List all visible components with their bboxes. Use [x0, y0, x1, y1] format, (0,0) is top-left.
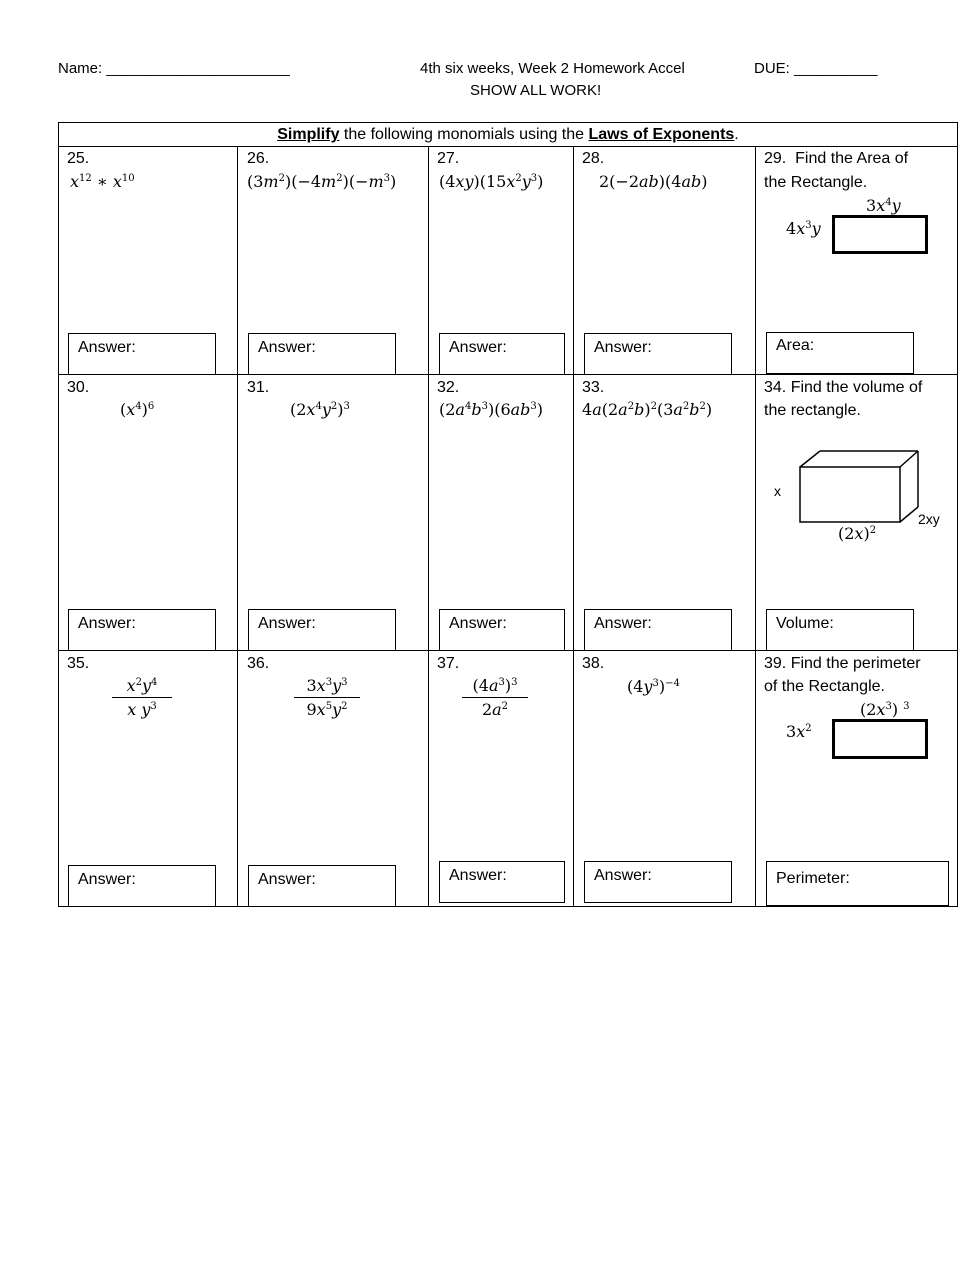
answer-label: Answer:: [594, 339, 652, 356]
problem-35-fraction: [112, 676, 172, 719]
problem-27-expression: $(4xy)(15x^2y^3)$: [439, 172, 544, 191]
problem-39-rectangle: [832, 719, 928, 759]
problem-30-number: 30.: [67, 379, 90, 396]
problem-35-number: 35.: [67, 655, 90, 672]
problem-29-top-label: $3x^4y$: [866, 196, 901, 215]
problem-38-expression: $(4y^3)^{-4}$: [627, 677, 680, 696]
problem-27-number: 27.: [437, 150, 460, 167]
instructions: [58, 126, 958, 144]
answer-label: Answer:: [449, 339, 507, 356]
problem-36-number: 36.: [247, 655, 270, 672]
problem-29-text-2: the Rectangle.: [764, 174, 868, 191]
laws-of-exponents-word: Laws of Exponents: [588, 126, 735, 143]
name-field[interactable]: Name: ______________________: [58, 60, 290, 77]
page-subtitle: SHOW ALL WORK!: [470, 82, 602, 99]
area-answer-box-29[interactable]: [766, 332, 914, 374]
answer-box-33[interactable]: [584, 609, 732, 651]
answer-label: Answer:: [78, 339, 136, 356]
problem-29-side-label: $4x^3y$: [786, 219, 821, 238]
area-label: Area:: [776, 337, 815, 354]
due-field[interactable]: DUE: __________: [754, 60, 878, 77]
problem-31-expression: $(2x^4y^2)^3$: [290, 400, 350, 419]
problem-29-question: [764, 150, 908, 168]
answer-box-37[interactable]: [439, 861, 565, 903]
problem-25-expression: $x^{12}$ ∗ $x^{10}$: [70, 172, 135, 191]
problem-39-number: 39.: [764, 655, 787, 672]
answer-box-31[interactable]: [248, 609, 396, 651]
problem-32-number: 32.: [437, 379, 460, 396]
problem-35-denominator: x $y^3$: [127, 700, 157, 719]
problem-34-depth-label: 2xy: [918, 511, 940, 527]
answer-box-32[interactable]: [439, 609, 565, 651]
perimeter-answer-box-39[interactable]: [766, 861, 949, 906]
answer-box-25[interactable]: [68, 333, 216, 375]
problem-34-height-label: x: [774, 483, 781, 499]
problem-34-text-1: Find the volume of: [790, 379, 923, 396]
problem-26-number: 26.: [247, 150, 270, 167]
problem-39-text-2: of the Rectangle.: [764, 678, 885, 695]
problem-39-question: [764, 655, 921, 673]
answer-label: Answer:: [78, 871, 136, 888]
answer-label: Answer:: [78, 615, 136, 632]
answer-label: Answer:: [594, 615, 652, 632]
answer-label: Answer:: [449, 615, 507, 632]
problem-33-expression: $4a(2a^2b)^2(3a^2b^2)$: [582, 400, 713, 419]
problem-39-text-1: Find the perimeter: [790, 655, 921, 672]
problem-38-number: 38.: [582, 655, 605, 672]
problem-31-number: 31.: [247, 379, 270, 396]
problem-39-side-label: $3x^2$: [786, 722, 812, 741]
problem-34-length-label: $(2x)^2$: [838, 524, 877, 543]
instructions-middle: the following monomials using the: [339, 126, 589, 143]
answer-box-38[interactable]: [584, 861, 732, 903]
problem-37-fraction: [462, 676, 528, 719]
problem-34-text-2: the rectangle.: [764, 402, 861, 419]
problem-36-denominator: $9x^5y^2$: [306, 700, 348, 719]
answer-label: Answer:: [258, 339, 316, 356]
problem-37-number: 37.: [437, 655, 460, 672]
perimeter-label: Perimeter:: [776, 870, 850, 887]
problem-37-numerator: $(4a^3)^3$: [462, 676, 528, 698]
problem-29-number: 29.: [764, 150, 787, 167]
page-title: 4th six weeks, Week 2 Homework Accel: [420, 60, 685, 77]
problem-37-denominator: $2a^2$: [481, 700, 509, 719]
problem-32-expression: $(2a^4b^3)(6ab^3)$: [439, 400, 544, 419]
problem-28-number: 28.: [582, 150, 605, 167]
problem-36-numerator: $3x^3y^3$: [294, 676, 360, 698]
problem-39-top-label: $(2x^3)$ $^3$: [860, 700, 910, 719]
answer-box-30[interactable]: [68, 609, 216, 651]
simplify-word: Simplify: [277, 126, 340, 143]
problem-33-number: 33.: [582, 379, 605, 396]
problem-30-expression: $(x^4)^6$: [120, 400, 155, 419]
problem-35-numerator: $x^2y^4$: [112, 676, 172, 698]
problem-34-box-diagram: [790, 445, 930, 530]
volume-answer-box-34[interactable]: [766, 609, 914, 651]
answer-box-35[interactable]: [68, 865, 216, 907]
problem-26-expression: $(3m^2)(-4m^2)(-m^3)$: [247, 172, 397, 191]
answer-box-28[interactable]: [584, 333, 732, 375]
answer-label: Answer:: [258, 615, 316, 632]
problem-29-text-1: Find the Area of: [795, 150, 909, 167]
problem-25-number: 25.: [67, 150, 90, 167]
answer-box-27[interactable]: [439, 333, 565, 375]
answer-box-26[interactable]: [248, 333, 396, 375]
problem-36-fraction: [294, 676, 360, 719]
instructions-end: .: [734, 126, 739, 143]
answer-label: Answer:: [449, 867, 507, 884]
problem-29-rectangle: [832, 215, 928, 254]
problem-34-question: [764, 379, 922, 397]
answer-label: Answer:: [258, 871, 316, 888]
problem-34-number: 34.: [764, 379, 787, 396]
volume-label: Volume:: [776, 615, 834, 632]
answer-box-36[interactable]: [248, 865, 396, 907]
problem-28-expression: 2(−2ab)(4ab): [599, 172, 708, 191]
answer-label: Answer:: [594, 867, 652, 884]
